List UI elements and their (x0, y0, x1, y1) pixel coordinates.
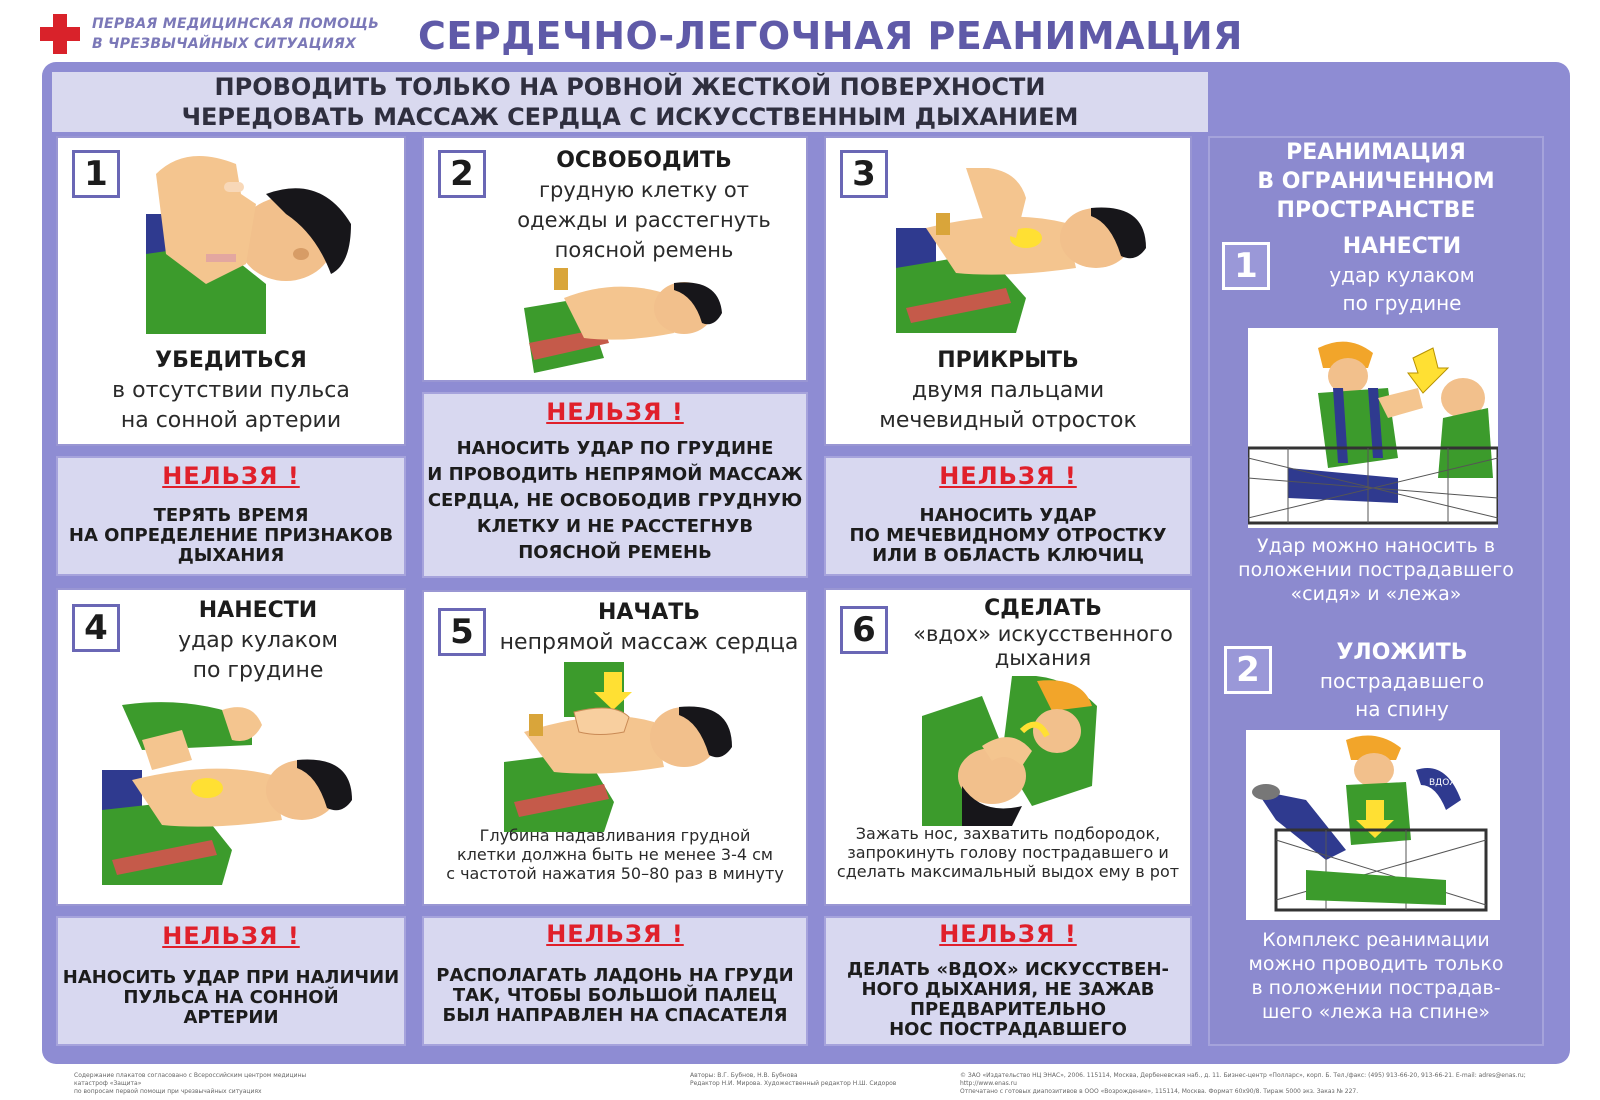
rules-line-1: ПРОВОДИТЬ ТОЛЬКО НА РОВНОЙ ЖЕСТКОЙ ПОВЕРХНОСТИ (214, 73, 1046, 101)
footer-left (74, 1072, 334, 1096)
step-2-text-3: поясной ремень (554, 238, 734, 262)
side-step-1-caption-line-3: «сидя» и «лежа» (1290, 583, 1462, 605)
step-3-warning-line-2: ПО МЕЧЕВИДНОМУ ОТРОСТКУ (849, 525, 1167, 546)
xiphoid-cover-illustration (896, 168, 1156, 338)
chest-compression-illustration (504, 662, 734, 832)
step-6-warning-line-2: НОГО ДЫХАНИЯ, НЕ ЗАЖАВ (861, 979, 1155, 1000)
step-4-warning-line-3: АРТЕРИИ (183, 1007, 279, 1028)
step-4-warning (56, 916, 406, 1046)
side-step-2-picture (1246, 730, 1500, 920)
step-3-text-1: двумя пальцами (911, 378, 1105, 403)
step-4-warning-text (58, 968, 404, 1028)
step-6-text-2: дыхания (994, 646, 1092, 670)
step-5-warning (422, 916, 808, 1046)
step-4-text-1: удар кулаком (178, 628, 338, 653)
side-step-1-number: 1 (1222, 242, 1270, 290)
confined-space-panel (1208, 136, 1544, 1046)
step-6-card (824, 588, 1192, 906)
step-2-warning-line-5: ПОЯСНОЙ РЕМЕНЬ (518, 542, 712, 563)
side-step-1-caption-line-1: Удар можно наносить в (1256, 535, 1496, 557)
side-step-2-text-2: на спину (1355, 697, 1449, 721)
footer-middle-line-1: Авторы: В.Г. Бубнов, Н.В. Бубнова (690, 1072, 798, 1079)
step-2-warning-line-2: И ПРОВОДИТЬ НЕПРЯМОЙ МАССАЖ (427, 464, 803, 485)
side-step-1-text-1: удар кулаком (1329, 263, 1475, 287)
footer-right-line-2: Отпечатано с готовых диапозитивов в ООО «Возрождение», 115114, Москва. Формат 60х90/8. Тираж 5000 экз. Заказ № 227. (960, 1088, 1359, 1095)
inhale-label: ВДОХ (1429, 778, 1456, 788)
step-6-warning-line-3: ПРЕДВАРИТЕЛЬНО (909, 999, 1107, 1020)
footer-middle-line-2: Редактор Н.И. Мирова. Художественный редактор Н.Ш. Сидоров (690, 1080, 897, 1087)
brand (92, 14, 379, 54)
step-2-warning-line-3: СЕРДЦА, НЕ ОСВОБОДИВ ГРУДНУЮ (427, 490, 803, 511)
step-5-caption-line-3: с частотой нажатия 50–80 раз в минуту (446, 864, 784, 883)
side-step-1-picture (1248, 328, 1498, 528)
step-2-text-2: одежды и расстегнуть (517, 208, 771, 232)
side-step-2-caption-line-4: шего «лежа на спине» (1261, 1001, 1491, 1023)
side-step-2-caption (1210, 928, 1542, 1024)
step-4-warning-title: НЕЛЬЗЯ ! (162, 922, 300, 950)
step-5-text-1: непрямой массаж сердца (499, 630, 799, 655)
poster-title: СЕРДЕЧНО-ЛЕГОЧНАЯ РЕАНИМАЦИЯ (418, 14, 1243, 58)
brand-line-2: В ЧРЕЗВЫЧАЙНЫХ СИТУАЦИЯХ (92, 36, 357, 52)
step-4-action: НАНЕСТИ (198, 598, 318, 623)
step-3-warning (824, 456, 1192, 576)
step-6-caption-line-2: запрокинуть голову пострадавшего и (847, 843, 1169, 862)
confined-space-title-line-3: ПРОСТРАНСТВЕ (1276, 198, 1476, 223)
step-6-text-1: «вдох» искусственного (913, 622, 1173, 646)
step-3-text-2: мечевидный отросток (879, 408, 1137, 433)
confined-space-title (1210, 138, 1542, 225)
step-5-caption-line-1: Глубина надавливания грудной (479, 826, 751, 845)
step-3-warning-line-3: ИЛИ В ОБЛАСТЬ КЛЮЧИЦ (872, 545, 1144, 566)
side-step-2-caption-line-2: можно проводить только (1248, 953, 1504, 975)
step-4-warning-line-1: НАНОСИТЬ УДАР ПРИ НАЛИЧИИ (62, 967, 400, 988)
step-3-warning-text (826, 506, 1190, 566)
step-5-caption-line-2: клетки должна быть не менее 3-4 см (456, 845, 773, 864)
footer-right-line-1: © ЗАО «Издательство НЦ ЭНАС», 2006. 115114, Москва, Дербеневская наб., д. 11. Бизнес-центр «Полларс», корп. Б. Тел./факс: (495) 913-66-20, 913-66-21. E-mail: adres@enas.ru; http://www.enas.ru (960, 1072, 1526, 1087)
step-3-warning-line-1: НАНОСИТЬ УДАР (919, 505, 1097, 526)
step-1-text-1: в отсутствии пульса (112, 378, 350, 403)
step-1-action: УБЕДИТЬСЯ (155, 348, 307, 373)
step-2-card (422, 136, 808, 382)
step-1-card (56, 136, 406, 446)
step-5-warning-text (424, 966, 806, 1026)
step-1-warning (56, 456, 406, 576)
side-step-1-caption (1210, 534, 1542, 606)
step-2-text-1: грудную клетку от (539, 178, 749, 202)
step-2-warning-text (424, 436, 806, 566)
red-cross-logo (40, 14, 80, 54)
step-6-warning-text (826, 960, 1190, 1040)
step-4-card (56, 588, 406, 906)
step-6-warning-title: НЕЛЬЗЯ ! (939, 920, 1077, 948)
step-5-action: НАЧАТЬ (597, 600, 701, 625)
footer-left-line-2: по вопросам первой помощи при чрезвычайных ситуациях (74, 1088, 262, 1095)
step-6-caption (826, 824, 1190, 881)
seated-strike-illustration (1248, 328, 1498, 528)
footer-middle (690, 1072, 950, 1088)
step-3-card (824, 136, 1192, 446)
step-3-number: 3 (840, 150, 888, 198)
check-pulse-illustration (146, 144, 366, 344)
step-6-caption-line-1: Зажать нос, захватить подбородок, (855, 824, 1161, 843)
step-6-number: 6 (840, 606, 888, 654)
step-1-warning-line-1: ТЕРЯТЬ ВРЕМЯ (153, 505, 309, 526)
side-step-2-caption-line-3: в положении пострадав- (1251, 977, 1501, 999)
step-6-action: СДЕЛАТЬ (984, 596, 1102, 621)
step-2-number: 2 (438, 150, 486, 198)
lay-on-back-illustration (1246, 730, 1500, 920)
step-3-warning-title: НЕЛЬЗЯ ! (939, 462, 1077, 490)
step-6-warning-line-1: ДЕЛАТЬ «ВДОХ» ИСКУССТВЕН- (846, 959, 1170, 980)
side-step-1-text-2: по грудине (1342, 291, 1462, 315)
side-step-2-text-1: пострадавшего (1319, 669, 1485, 693)
step-2-warning (422, 392, 808, 578)
step-5-warning-title: НЕЛЬЗЯ ! (546, 920, 684, 948)
side-step-2-caption-line-1: Комплекс реанимации (1262, 929, 1490, 951)
step-6-caption-line-3: сделать максимальный выдох ему в рот (836, 862, 1180, 881)
step-2-warning-title: НЕЛЬЗЯ ! (546, 398, 684, 426)
step-5-card (422, 590, 808, 906)
step-1-warning-title: НЕЛЬЗЯ ! (162, 462, 300, 490)
footer-left-line-1: Содержание плакатов согласовано с Всероссийским центром медицины катастроф «Защита» (74, 1072, 307, 1087)
side-step-1-caption-line-2: положении пострадавшего (1238, 559, 1514, 581)
step-3-action: ПРИКРЫТЬ (937, 348, 1079, 373)
step-5-warning-line-3: БЫЛ НАПРАВЛЕН НА СПАСАТЕЛЯ (442, 1005, 788, 1026)
step-5-warning-line-1: РАСПОЛАГАТЬ ЛАДОНЬ НА ГРУДИ (436, 965, 794, 986)
step-5-caption (424, 826, 806, 883)
step-6-warning-line-4: НОС ПОСТРАДАВШЕГО (889, 1019, 1127, 1040)
confined-space-title-line-1: РЕАНИМАЦИЯ (1286, 140, 1466, 165)
step-2-warning-line-1: НАНОСИТЬ УДАР ПО ГРУДИНЕ (456, 438, 774, 459)
rescue-breath-illustration (922, 676, 1102, 826)
confined-space-title-line-2: В ОГРАНИЧЕННОМ (1257, 169, 1495, 194)
step-1-warning-line-2: НА ОПРЕДЕЛЕНИЕ ПРИЗНАКОВ (68, 525, 394, 546)
chest-strike-illustration (102, 700, 362, 890)
step-1-warning-line-3: ДЫХАНИЯ (177, 545, 285, 566)
step-4-text-2: по грудине (192, 658, 324, 683)
step-2-action: ОСВОБОДИТЬ (556, 148, 732, 173)
open-chest-illustration (524, 268, 724, 378)
step-1-number: 1 (72, 150, 120, 198)
step-4-number: 4 (72, 604, 120, 652)
rules-line-2: ЧЕРЕДОВАТЬ МАССАЖ СЕРДЦА С ИСКУССТВЕННЫМ ДЫХАНИЕМ (181, 103, 1079, 131)
step-2-warning-line-4: КЛЕТКУ И НЕ РАССТЕГНУВ (476, 516, 754, 537)
side-step-2-number: 2 (1224, 646, 1272, 694)
side-step-1-action: НАНЕСТИ (1342, 234, 1462, 259)
brand-line-1: ПЕРВАЯ МЕДИЦИНСКАЯ ПОМОЩЬ (92, 16, 380, 32)
step-5-number: 5 (438, 608, 486, 656)
footer-right (960, 1072, 1560, 1096)
step-5-warning-line-2: ТАК, ЧТОБЫ БОЛЬШОЙ ПАЛЕЦ (452, 985, 778, 1006)
step-4-warning-line-2: ПУЛЬСА НА СОННОЙ (123, 987, 339, 1008)
step-1-text-2: на сонной артерии (120, 408, 342, 433)
step-6-warning (824, 916, 1192, 1046)
side-step-2-action: УЛОЖИТЬ (1336, 640, 1468, 665)
step-1-warning-text (58, 506, 404, 566)
